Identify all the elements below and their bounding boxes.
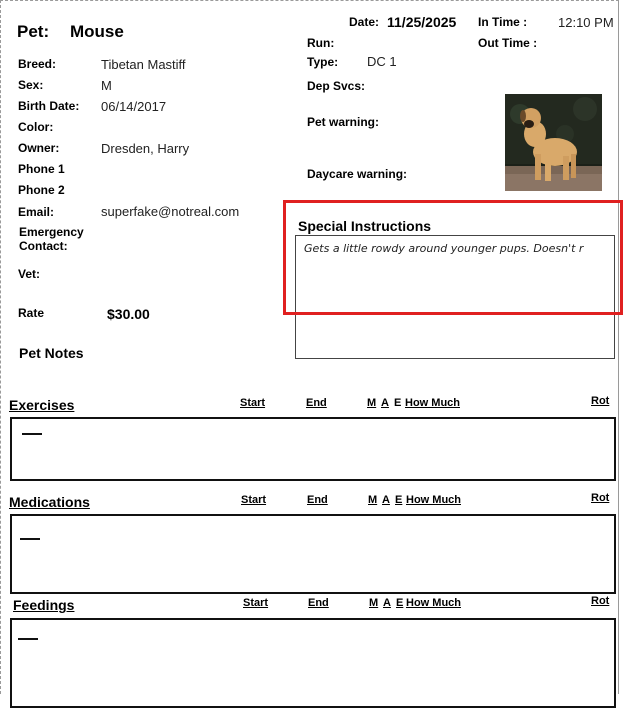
birth-date-value: 06/14/2017	[101, 99, 167, 114]
highlight-annotation	[283, 200, 623, 315]
dep-svcs-label: Dep Svcs:	[307, 79, 366, 93]
exercises-box	[10, 417, 616, 481]
breed-value: Tibetan Mastiff	[101, 57, 186, 72]
out-time-label: Out Time :	[478, 36, 538, 50]
medications-col-end: End	[307, 494, 328, 506]
email-label: Email:	[18, 205, 55, 219]
exercises-col-a: A	[381, 397, 389, 409]
color-label: Color:	[18, 120, 54, 134]
feedings-col-e: E	[396, 597, 404, 609]
type-label: Type:	[307, 55, 339, 69]
medications-col-how-much: How Much	[406, 494, 461, 506]
sex-label: Sex:	[18, 78, 44, 92]
medications-title: Medications	[9, 494, 90, 510]
birth-date-label: Birth Date:	[18, 99, 80, 113]
feedings-col-rot: Rot	[591, 595, 610, 607]
feedings-col-end: End	[308, 597, 329, 609]
medications-col-m: M	[368, 494, 378, 506]
phone2-label: Phone 2	[18, 183, 65, 197]
feedings-title: Feedings	[13, 597, 75, 613]
pet-name: Mouse	[70, 22, 124, 41]
breed-label: Breed:	[18, 57, 57, 71]
pet-photo	[505, 94, 602, 191]
medications-col-a: A	[382, 494, 390, 506]
in-time-value: 12:10 PM	[558, 15, 614, 30]
feedings-box	[10, 618, 616, 708]
exercises-title: Exercises	[9, 397, 75, 413]
exercises-col-start: Start	[240, 397, 266, 409]
special-instructions-text: Gets a little rowdy around younger pups. Doesn't r	[304, 242, 584, 255]
vet-label: Vet:	[18, 267, 41, 281]
pet-label: Pet:	[17, 22, 50, 41]
daycare-warning-label: Daycare warning:	[307, 167, 408, 181]
run-label: Run:	[307, 36, 335, 50]
email-value: superfake@notreal.com	[101, 204, 240, 219]
exercises-col-e: E	[394, 397, 402, 409]
pet-notes-label: Pet Notes	[19, 345, 84, 361]
exercises-col-end: End	[306, 397, 327, 409]
date-label: Date:	[349, 15, 380, 29]
medications-col-start: Start	[241, 494, 267, 506]
pet-warning-label: Pet warning:	[307, 115, 380, 129]
exercises-empty-dash	[22, 433, 42, 435]
rate-value: $30.00	[107, 306, 150, 322]
sex-value: M	[101, 78, 112, 93]
feedings-col-m: M	[369, 597, 379, 609]
in-time-label: In Time :	[478, 15, 528, 29]
exercises-col-how-much: How Much	[405, 397, 460, 409]
medications-col-e: E	[395, 494, 403, 506]
exercises-col-rot: Rot	[591, 395, 610, 407]
rate-label: Rate	[18, 306, 45, 320]
medications-col-rot: Rot	[591, 492, 610, 504]
emergency-label-line1: Emergency	[19, 225, 84, 239]
owner-label: Owner:	[18, 141, 60, 155]
owner-value: Dresden, Harry	[101, 141, 190, 156]
special-instructions-title: Special Instructions	[298, 218, 432, 234]
exercises-col-m: M	[367, 397, 377, 409]
emergency-label-line2: Contact:	[19, 239, 68, 253]
feedings-empty-dash	[18, 638, 38, 640]
medications-empty-dash	[20, 538, 40, 540]
phone1-label: Phone 1	[18, 162, 65, 176]
medications-box	[10, 514, 616, 594]
type-value: DC 1	[367, 54, 397, 69]
feedings-col-start: Start	[243, 597, 269, 609]
feedings-col-how-much: How Much	[406, 597, 461, 609]
date-value: 11/25/2025	[387, 14, 457, 30]
feedings-col-a: A	[383, 597, 391, 609]
